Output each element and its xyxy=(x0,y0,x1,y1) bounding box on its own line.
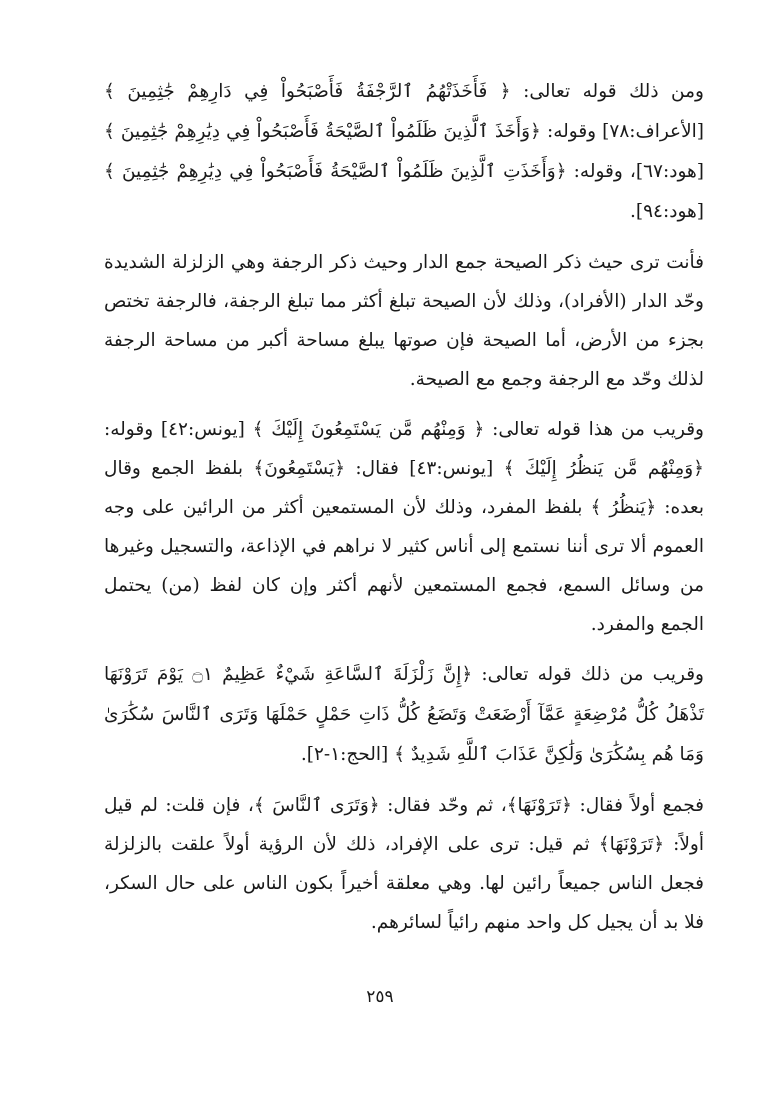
paragraph-tarawnaha: فجمع أولاً فقال: ﴿تَرَوْنَهَا﴾، ثم وحّد فقال: ﴿وَتَرَى ٱلنَّاسَ ﴾، فإن قلت: لم قيل أولاً: ﴿تَرَوْنَهَا﴾ ثم قيل: ترى على الإفراد، ذلك لأن الرؤية أولاً علقت بالزلزلة فجعل الناس جميعاً رائين لها. وهي معلقة أخيراً بكون الناس على حال السكر، فلا بد أن يجيل كل واحد منهم رائياً لسائرهم. xyxy=(104,795,704,933)
paragraph-rajfa-sayha: فأنت ترى حيث ذكر الصيحة جمع الدار وحيث ذكر الرجفة وهي الزلزلة الشديدة وحّد الدار (الأفراد)، وذلك لأن الصيحة تبلغ أكثر مما تبلغ الرجفة، فالرجفة تختص بجزء من الأرض، أما الصيحة فإن صوتها يبلغ مساحة أكبر من مساحة الرجفة لذلك وحّد مع الرجفة وجمع مع الصيحة. xyxy=(104,252,704,390)
page-number: ٢٥٩ xyxy=(366,987,394,1007)
page-body xyxy=(104,72,704,942)
paragraph-verses-thamud: ومن ذلك قوله تعالى: ﴿ فَأَخَذَتْهُمُ ٱلرَّجْفَةُ فَأَصْبَحُواْ فِي دَارِهِمْ جَٰثِمِينَ ﴾ [الأعراف:٧٨] وقوله: ﴿وَأَخَذَ ٱلَّذِينَ ظَلَمُواْ ٱلصَّيْحَةُ فَأَصْبَحُواْ فِي دِيَٰرِهِمْ جَٰثِمِينَ ﴾ [هود:٦٧]، وقوله: ﴿وَأَخَذَتِ ٱلَّذِينَ ظَلَمُواْ ٱلصَّيْحَةُ فَأَصْبَحُواْ فِي دِيَٰرِهِمْ جَٰثِمِينَ ﴾ [هود:٩٤]. xyxy=(104,81,704,222)
paragraph-zalzala-verses: وقريب من ذلك قوله تعالى: ﴿إِنَّ زَلْزَلَةَ ٱلسَّاعَةِ شَيْءٌ عَظِيمٌ ۝١ يَوْمَ تَرَوْنَهَا تَذْهَلُ كُلُّ مُرْضِعَةٍ عَمَّآ أَرْضَعَتْ وَتَضَعُ كُلُّ ذَاتِ حَمْلٍ حَمْلَهَا وَتَرَى ٱلنَّاسَ سُكَٰرَىٰ وَمَا هُم بِسُكَٰرَىٰ وَلَٰكِنَّ عَذَابَ ٱللَّهِ شَدِيدٌ ﴾ [الحج:١-٢]. xyxy=(104,664,704,765)
paragraph-yastamiun: وقريب من هذا قوله تعالى: ﴿ وَمِنْهُم مَّن يَسْتَمِعُونَ إِلَيْكَ ﴾ [يونس:٤٢] وقوله: ﴿وَمِنْهُم مَّن يَنظُرُ إِلَيْكَ ﴾ [يونس:٤٣] فقال: ﴿يَسْتَمِعُونَ﴾ بلفظ الجمع وقال بعده: ﴿يَنظُرُ ﴾ بلفظ المفرد، وذلك لأن المستمعين أكثر من الرائين على وجه العموم ألا ترى أننا نستمع إلى أناس كثير لا نراهم في الإذاعة، والتسجيل وغيرها من وسائل السمع، فجمع المستمعين لأنهم أكثر وإن كان لفظ (من) يحتمل الجمع والمفرد. xyxy=(104,419,705,635)
